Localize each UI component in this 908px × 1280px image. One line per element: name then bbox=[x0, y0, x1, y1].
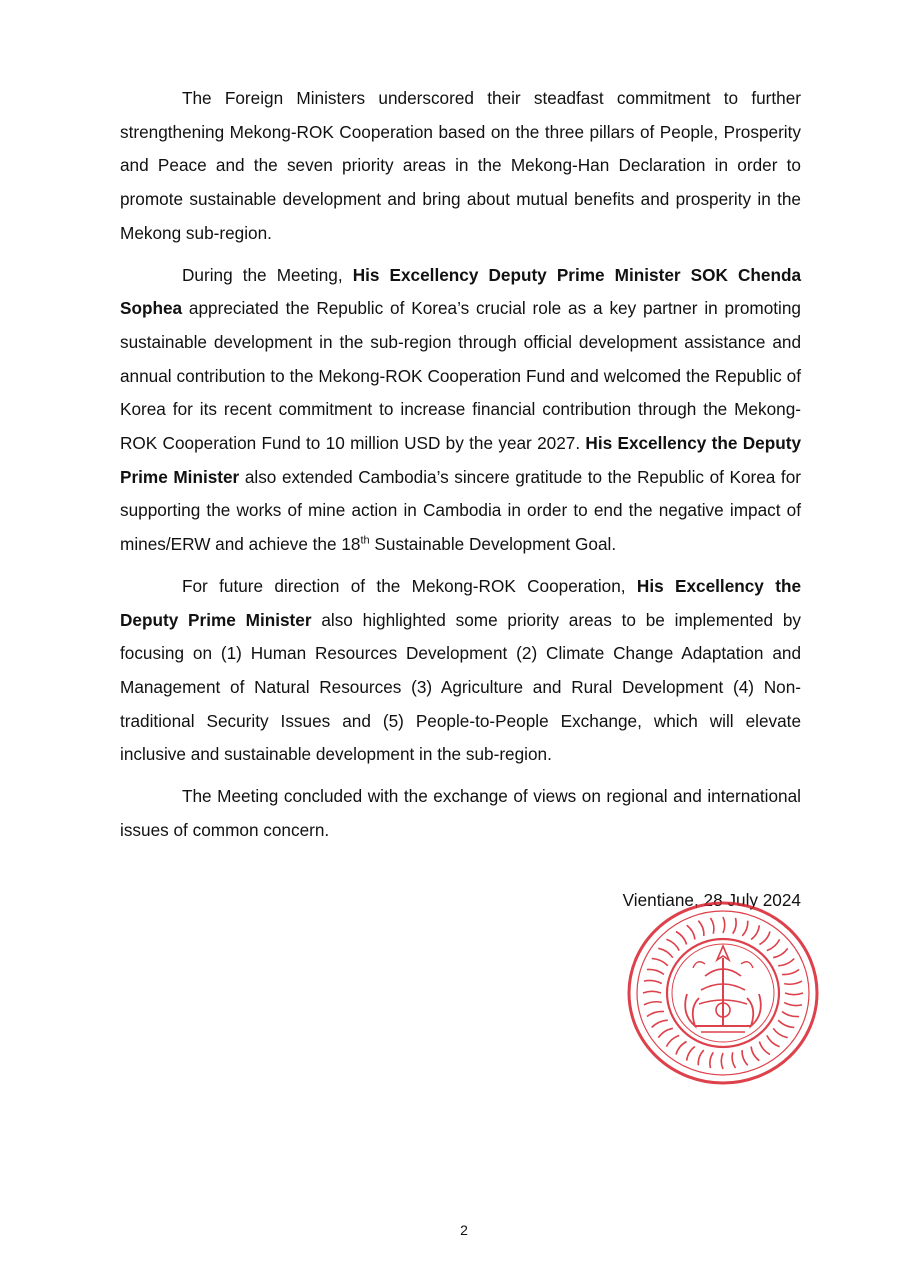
page-number: 2 bbox=[460, 1222, 468, 1238]
bold-text: His Excellency the Deputy Prime Minister bbox=[120, 575, 801, 630]
official-seal-icon bbox=[625, 898, 821, 1088]
paragraph-text: During the Meeting, bbox=[182, 264, 353, 285]
paragraph bbox=[120, 259, 801, 562]
bold-text: His Excellency Deputy Prime Minister SOK Chenda Sophea bbox=[120, 264, 801, 319]
paragraph-text: The Foreign Ministers underscored their steadfast commitment to further strengthening Mekong-ROK Cooperation based on the three pillars of People, Prosperity and Peace and the seven priority areas in the Mekong-Han Declaration in order to promote sustainable development and bring about mutual benefits and prosperity in the Mekong sub-region. bbox=[120, 88, 801, 243]
paragraph-text: appreciated the Republic of Korea’s crucial role as a key partner in promoting sustainable development in the sub-region through official development assistance and annual contribution to the Mekong-ROK Cooperation Fund and welcomed the Republic of Korea for its recent commitment to increase financial contribution through the Mekong-ROK Cooperation Fund to 10 million USD by the year 2027. bbox=[120, 298, 801, 454]
paragraph-text: also highlighted some priority areas to be implemented by focusing on (1) Human Resources Development (2) Climate Change Adaptation and Management of Natural Resources (3) Agriculture and Rural Development (4) Non-traditional Security Issues and (5) People-to-People Exchange, which will elevate inclusive and sustainable development in the sub-region. bbox=[120, 609, 802, 765]
document-body bbox=[120, 82, 801, 855]
paragraph-text: also extended Cambodia’s sincere gratitude to the Republic of Korea for supporting the works of mine action in Cambodia in order to end the negative impact of mines/ERW and achieve the 18 bbox=[120, 466, 801, 555]
bold-text: His Excellency the Deputy Prime Minister bbox=[120, 433, 801, 487]
place-date: Vientiane, 28 July 2024 bbox=[622, 890, 801, 910]
paragraph bbox=[120, 570, 801, 772]
superscript-text: th bbox=[360, 534, 370, 547]
paragraph-text: Sustainable Development Goal. bbox=[369, 534, 617, 555]
paragraph-text: For future direction of the Mekong-ROK Cooperation, bbox=[182, 575, 637, 596]
paragraph-text: The Meeting concluded with the exchange of views on regional and international issues of common concern. bbox=[120, 786, 801, 840]
paragraph bbox=[120, 780, 801, 847]
paragraph bbox=[120, 82, 801, 251]
